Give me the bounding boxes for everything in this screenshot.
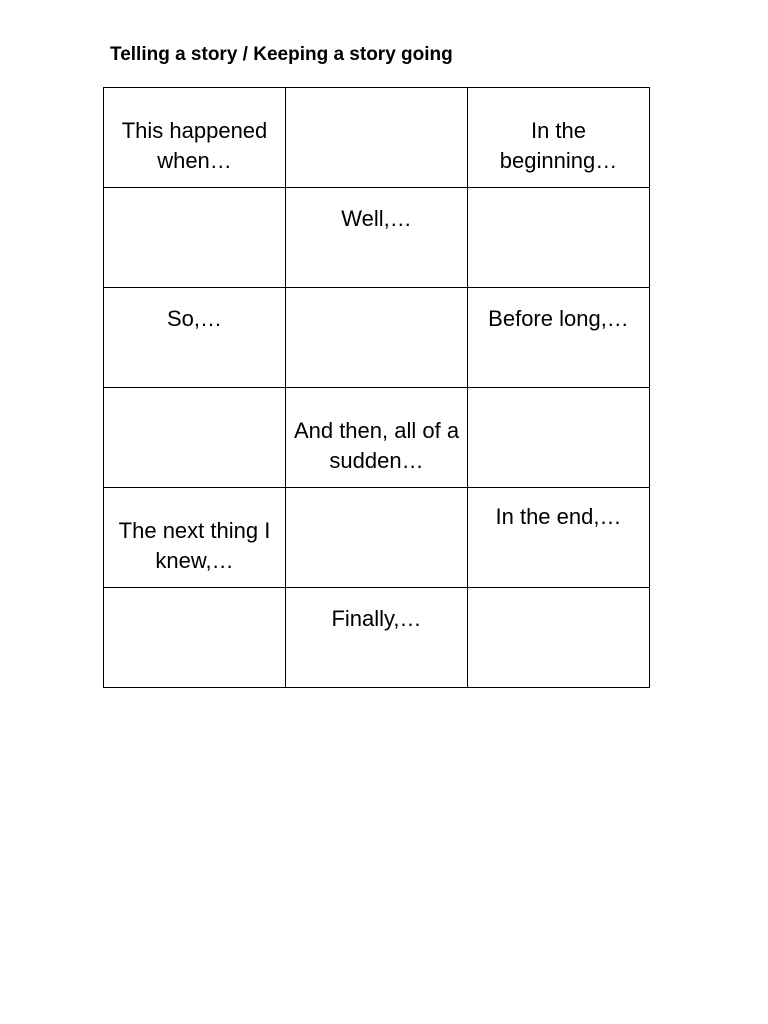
grid-cell: Well,…	[286, 188, 468, 288]
story-prompt-grid	[103, 87, 650, 688]
grid-cell	[468, 588, 650, 688]
grid-cell: The next thing I knew,…	[104, 488, 286, 588]
grid-cell	[104, 388, 286, 488]
grid-cell: In the end,…	[468, 488, 650, 588]
grid-cell: Finally,…	[286, 588, 468, 688]
grid-cell	[286, 88, 468, 188]
grid-cell: This happened when…	[104, 88, 286, 188]
grid-cell: And then, all of a sudden…	[286, 388, 468, 488]
page-title: Telling a story / Keeping a story going	[110, 44, 453, 65]
grid-row	[104, 88, 650, 188]
grid-row	[104, 188, 650, 288]
grid-cell	[468, 188, 650, 288]
grid-cell	[286, 488, 468, 588]
grid-cell	[286, 288, 468, 388]
grid-cell	[104, 188, 286, 288]
grid-cell	[468, 388, 650, 488]
grid-row	[104, 488, 650, 588]
grid-cell: In the beginning…	[468, 88, 650, 188]
grid-row	[104, 588, 650, 688]
grid-row	[104, 388, 650, 488]
grid-row	[104, 288, 650, 388]
grid-cell: Before long,…	[468, 288, 650, 388]
grid-cell: So,…	[104, 288, 286, 388]
grid-cell	[104, 588, 286, 688]
